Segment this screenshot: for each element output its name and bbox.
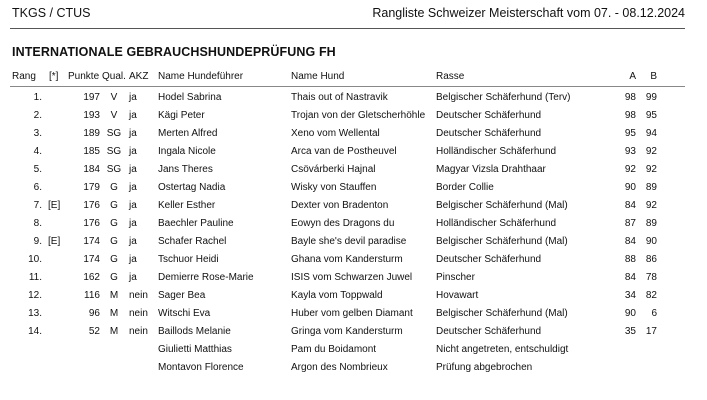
cell-qual: G — [110, 236, 118, 247]
cell-akz: ja — [129, 182, 137, 193]
cell-hund: Csövárberki Hajnal — [291, 164, 376, 175]
cell-akz: ja — [129, 254, 137, 265]
cell-a: 35 — [624, 326, 636, 337]
table-row — [0, 108, 707, 126]
cell-rang: 3. — [33, 128, 42, 139]
cell-rang: 7. — [33, 200, 42, 211]
table-row — [0, 288, 707, 306]
cell-rasse: Belgischer Schäferhund (Terv) — [436, 92, 571, 103]
col-qual: Qual. — [102, 71, 126, 82]
table-row — [0, 270, 707, 288]
cell-qual: G — [110, 182, 118, 193]
cell-rang: 11. — [28, 272, 42, 283]
cell-rasse: Deutscher Schäferhund — [436, 326, 542, 337]
cell-punkte: 179 — [83, 182, 100, 193]
cell-punkte: 193 — [83, 110, 100, 121]
cell-hund: Bayle she's devil paradise — [291, 236, 407, 247]
cell-fuehrer: Ostertag Nadia — [158, 182, 226, 193]
cell-fuehrer: Giulietti Matthias — [158, 344, 232, 355]
cell-rang: 6. — [33, 182, 42, 193]
table-row — [0, 234, 707, 252]
cell-b: 99 — [645, 92, 657, 103]
cell-qual: V — [110, 110, 118, 121]
cell-rang: 2. — [33, 110, 42, 121]
cell-hund: Gringa vom Kandersturm — [291, 326, 403, 337]
col-rasse: Rasse — [436, 71, 465, 82]
cell-akz: ja — [129, 164, 137, 175]
cell-a: 87 — [624, 218, 636, 229]
page-title: INTERNATIONALE GEBRAUCHSHUNDEPRÜFUNG FH — [12, 45, 336, 59]
cell-hund: Thais out of Nastravik — [291, 92, 388, 103]
cell-akz: ja — [129, 146, 137, 157]
cell-qual: G — [110, 200, 118, 211]
table-row — [0, 360, 707, 378]
cell-b: 89 — [645, 218, 657, 229]
cell-punkte: 176 — [83, 218, 100, 229]
table-row — [0, 216, 707, 234]
col-b: B — [650, 71, 657, 82]
cell-fuehrer: Schafer Rachel — [158, 236, 227, 247]
cell-fuehrer: Merten Alfred — [158, 128, 218, 139]
cell-rasse: Pinscher — [436, 272, 475, 283]
cell-rasse: Holländischer Schäferhund — [436, 146, 557, 157]
cell-punkte: 176 — [83, 200, 100, 211]
cell-qual: SG — [106, 146, 122, 157]
column-headers — [0, 69, 707, 85]
cell-a: 95 — [624, 128, 636, 139]
cell-b: 92 — [645, 146, 657, 157]
cell-rasse: Deutscher Schäferhund — [436, 254, 542, 265]
cell-fuehrer: Hodel Sabrina — [158, 92, 222, 103]
col-punkte: Punkte — [68, 71, 100, 82]
col-akz: AKZ — [129, 71, 149, 82]
cell-qual: SG — [106, 128, 122, 139]
cell-rasse: Belgischer Schäferhund (Mal) — [436, 236, 568, 247]
cell-a: 90 — [624, 308, 636, 319]
cell-hund: Wisky von Stauffen — [291, 182, 377, 193]
cell-fuehrer: Montavon Florence — [158, 362, 244, 373]
cell-akz: ja — [129, 92, 137, 103]
cell-qual: G — [110, 218, 118, 229]
cell-rasse: Hovawart — [436, 290, 479, 301]
table-row — [0, 90, 707, 108]
results-table — [0, 90, 707, 378]
cell-rang: 5. — [33, 164, 42, 175]
cell-rasse: Deutscher Schäferhund — [436, 128, 542, 139]
cell-b: 17 — [645, 326, 657, 337]
cell-punkte: 174 — [83, 236, 100, 247]
cell-a: 98 — [624, 92, 636, 103]
cell-punkte: 96 — [88, 308, 100, 319]
cell-hund: Kayla vom Toppwald — [291, 290, 383, 301]
cell-flag: [E] — [48, 236, 61, 247]
cell-fuehrer: Keller Esther — [158, 200, 216, 211]
cell-b: 86 — [645, 254, 657, 265]
table-row — [0, 180, 707, 198]
cell-akz: ja — [129, 110, 137, 121]
cell-b: 92 — [645, 164, 657, 175]
cell-a: 92 — [624, 164, 636, 175]
table-row — [0, 306, 707, 324]
cell-qual: V — [110, 92, 118, 103]
table-row — [0, 162, 707, 180]
cell-akz: nein — [129, 308, 148, 319]
cell-hund: Pam du Boidamont — [291, 344, 377, 355]
cell-fuehrer: Tschuor Heidi — [158, 254, 219, 265]
cell-hund: ISIS vom Schwarzen Juwel — [291, 272, 413, 283]
cell-hund: Arca van de Postheuvel — [291, 146, 397, 157]
table-row — [0, 342, 707, 360]
table-row — [0, 198, 707, 216]
cell-akz: ja — [129, 200, 137, 211]
header-event-title: Rangliste Schweizer Meisterschaft vom 07. - 08.12.2024 — [372, 6, 685, 20]
cell-hund: Eowyn des Dragons du — [291, 218, 395, 229]
cell-flag: [E] — [48, 200, 61, 211]
cell-punkte: 116 — [84, 290, 100, 301]
cell-a: 84 — [624, 272, 636, 283]
cell-rasse: Belgischer Schäferhund (Mal) — [436, 200, 568, 211]
cell-a: 98 — [624, 110, 636, 121]
cell-fuehrer: Kägi Peter — [158, 110, 205, 121]
cell-rang: 12. — [28, 290, 42, 301]
cell-akz: nein — [129, 290, 148, 301]
cell-rasse: Holländischer Schäferhund — [436, 218, 557, 229]
cell-fuehrer: Baillods Melanie — [158, 326, 231, 337]
cell-rang: 9. — [33, 236, 42, 247]
cell-akz: nein — [129, 326, 148, 337]
cell-punkte: 185 — [83, 146, 100, 157]
cell-qual: M — [109, 326, 119, 337]
cell-punkte: 189 — [83, 128, 100, 139]
cell-hund: Argon des Nombrieux — [291, 362, 388, 373]
cell-rasse: Nicht angetreten, entschuldigt — [436, 344, 569, 355]
header-organization: TKGS / CTUS — [12, 6, 91, 20]
column-divider — [10, 86, 685, 87]
cell-fuehrer: Witschi Eva — [158, 308, 211, 319]
cell-rang: 4. — [33, 146, 42, 157]
cell-hund: Ghana vom Kandersturm — [291, 254, 403, 265]
cell-a: 34 — [624, 290, 636, 301]
cell-akz: ja — [129, 236, 137, 247]
cell-qual: G — [110, 254, 118, 265]
cell-b: 89 — [645, 182, 657, 193]
cell-qual: M — [109, 290, 119, 301]
cell-fuehrer: Demierre Rose-Marie — [158, 272, 254, 283]
cell-rang: 13. — [28, 308, 42, 319]
cell-b: 95 — [645, 110, 657, 121]
cell-punkte: 197 — [83, 92, 100, 103]
cell-a: 93 — [624, 146, 636, 157]
table-row — [0, 144, 707, 162]
cell-punkte: 174 — [83, 254, 100, 265]
col-flag: [*] — [49, 71, 59, 82]
cell-qual: SG — [106, 164, 122, 175]
cell-hund: Dexter von Bradenton — [291, 200, 389, 211]
cell-hund: Xeno vom Wellental — [291, 128, 380, 139]
table-row — [0, 126, 707, 144]
cell-punkte: 52 — [88, 326, 100, 337]
cell-b: 6 — [651, 308, 657, 319]
cell-akz: ja — [129, 128, 137, 139]
header-divider — [10, 28, 685, 29]
cell-rang: 8. — [33, 218, 42, 229]
cell-b: 90 — [645, 236, 657, 247]
table-row — [0, 324, 707, 342]
cell-rasse: Prüfung abgebrochen — [436, 362, 533, 373]
cell-akz: ja — [129, 272, 137, 283]
cell-b: 82 — [645, 290, 657, 301]
cell-fuehrer: Jans Theres — [158, 164, 213, 175]
cell-fuehrer: Sager Bea — [158, 290, 206, 301]
cell-b: 94 — [645, 128, 657, 139]
col-rang: Rang — [12, 71, 36, 82]
cell-rang: 1. — [33, 92, 42, 103]
cell-a: 84 — [624, 200, 636, 211]
table-row — [0, 252, 707, 270]
cell-rang: 14. — [28, 326, 42, 337]
cell-a: 90 — [624, 182, 636, 193]
cell-punkte: 162 — [83, 272, 100, 283]
cell-hund: Huber vom gelben Diamant — [291, 308, 413, 319]
cell-b: 92 — [645, 200, 657, 211]
cell-rasse: Deutscher Schäferhund — [436, 110, 542, 121]
cell-qual: M — [109, 308, 119, 319]
cell-rasse: Border Collie — [436, 182, 494, 193]
col-hund: Name Hund — [291, 71, 345, 82]
cell-akz: ja — [129, 218, 137, 229]
col-fuehrer: Name Hundeführer — [158, 71, 244, 82]
cell-b: 78 — [645, 272, 657, 283]
cell-a: 84 — [624, 236, 636, 247]
col-a: A — [629, 71, 636, 82]
cell-rasse: Belgischer Schäferhund (Mal) — [436, 308, 568, 319]
cell-fuehrer: Ingala Nicole — [158, 146, 216, 157]
cell-rasse: Magyar Vizsla Drahthaar — [436, 164, 546, 175]
cell-punkte: 184 — [83, 164, 100, 175]
cell-fuehrer: Baechler Pauline — [158, 218, 234, 229]
cell-rang: 10. — [28, 254, 42, 265]
cell-a: 88 — [624, 254, 636, 265]
cell-qual: G — [110, 272, 118, 283]
cell-hund: Trojan von der Gletscherhöhle — [291, 110, 426, 121]
